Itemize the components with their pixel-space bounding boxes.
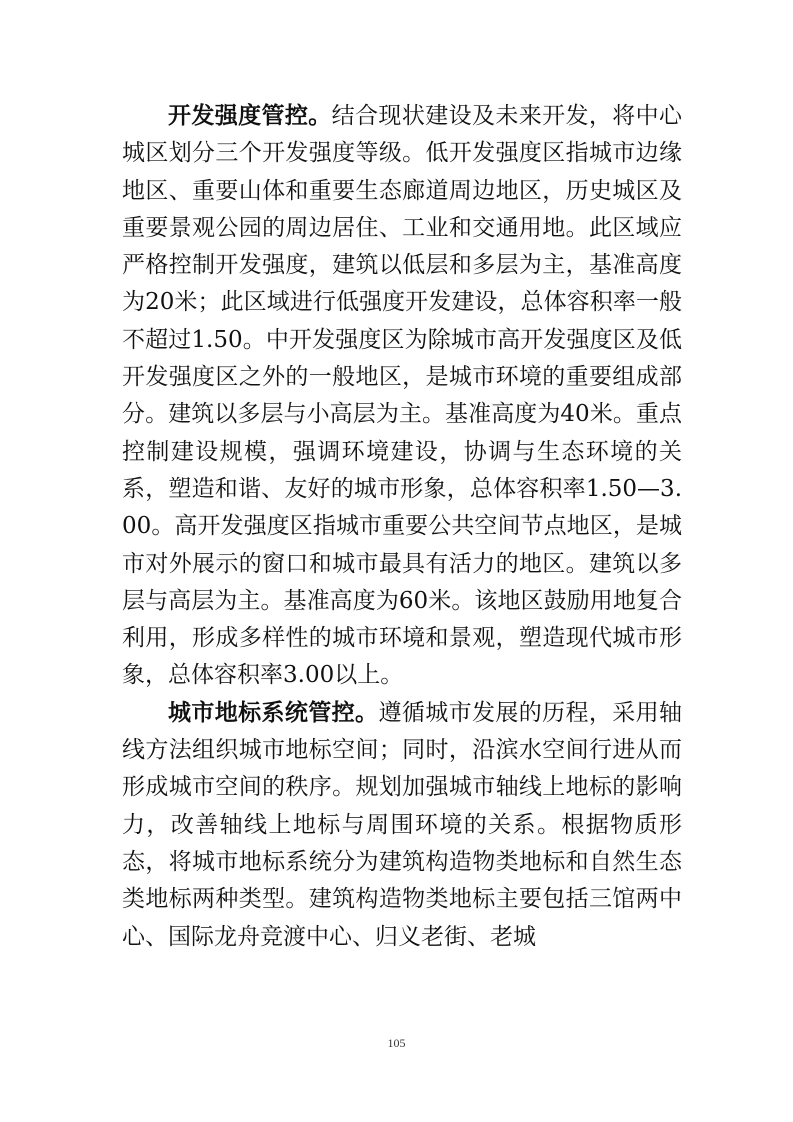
paragraph-landmark-system (122, 695, 682, 956)
document-body (122, 98, 682, 956)
paragraph-text: 结合现状建设及未来开发，将中心城区划分三个开发强度等级。低开发强度区指城市边缘地区、重要山体和重要生态廊道周边地区，历史城区及重要景观公园的周边居住、工业和交通用地。此区域应严格控制开发强度，建筑以低层和多层为主，基准高度为20米；此区域进行低强度开发建设，总体容积率一般不超过1.50。中开发强度区为除城市高开发强度区及低开发强度区之外的一般地区，是城市环境的重要组成部分。建筑以多层与小高层为主。基准高度为40米。重点控制建设规模，强调环境建设，协调与生态环境的关系，塑造和谐、友好的城市形象，总体容积率1.50—3.00。高开发强度区指城市重要公共空间节点地区，是城市对外展示的窗口和城市最具有活力的地区。建筑以多层与高层为主。基准高度为60米。该地区鼓励用地复合利用，形成多样性的城市环境和景观，塑造现代城市形象，总体容积率3.00以上。 (122, 103, 683, 689)
paragraph-lead-heading: 开发强度管控。 (168, 103, 332, 129)
paragraph-text: 遵循城市发展的历程，采用轴线方法组织城市地标空间；同时，沿滨水空间行进从而形成城市空间的秩序。规划加强城市轴线上地标的影响力，改善轴线上地标与周围环境的关系。根据物质形态，将城市地标系统分为建筑构造物类地标和自然生态类地标两种类型。建筑构造物类地标主要包括三馆两中心、国际龙舟竞渡中心、归义老街、老城 (122, 699, 683, 950)
page-number: 105 (387, 1036, 406, 1050)
paragraph-development-intensity (122, 98, 682, 695)
paragraph-lead-heading: 城市地标系统管控。 (168, 699, 379, 726)
